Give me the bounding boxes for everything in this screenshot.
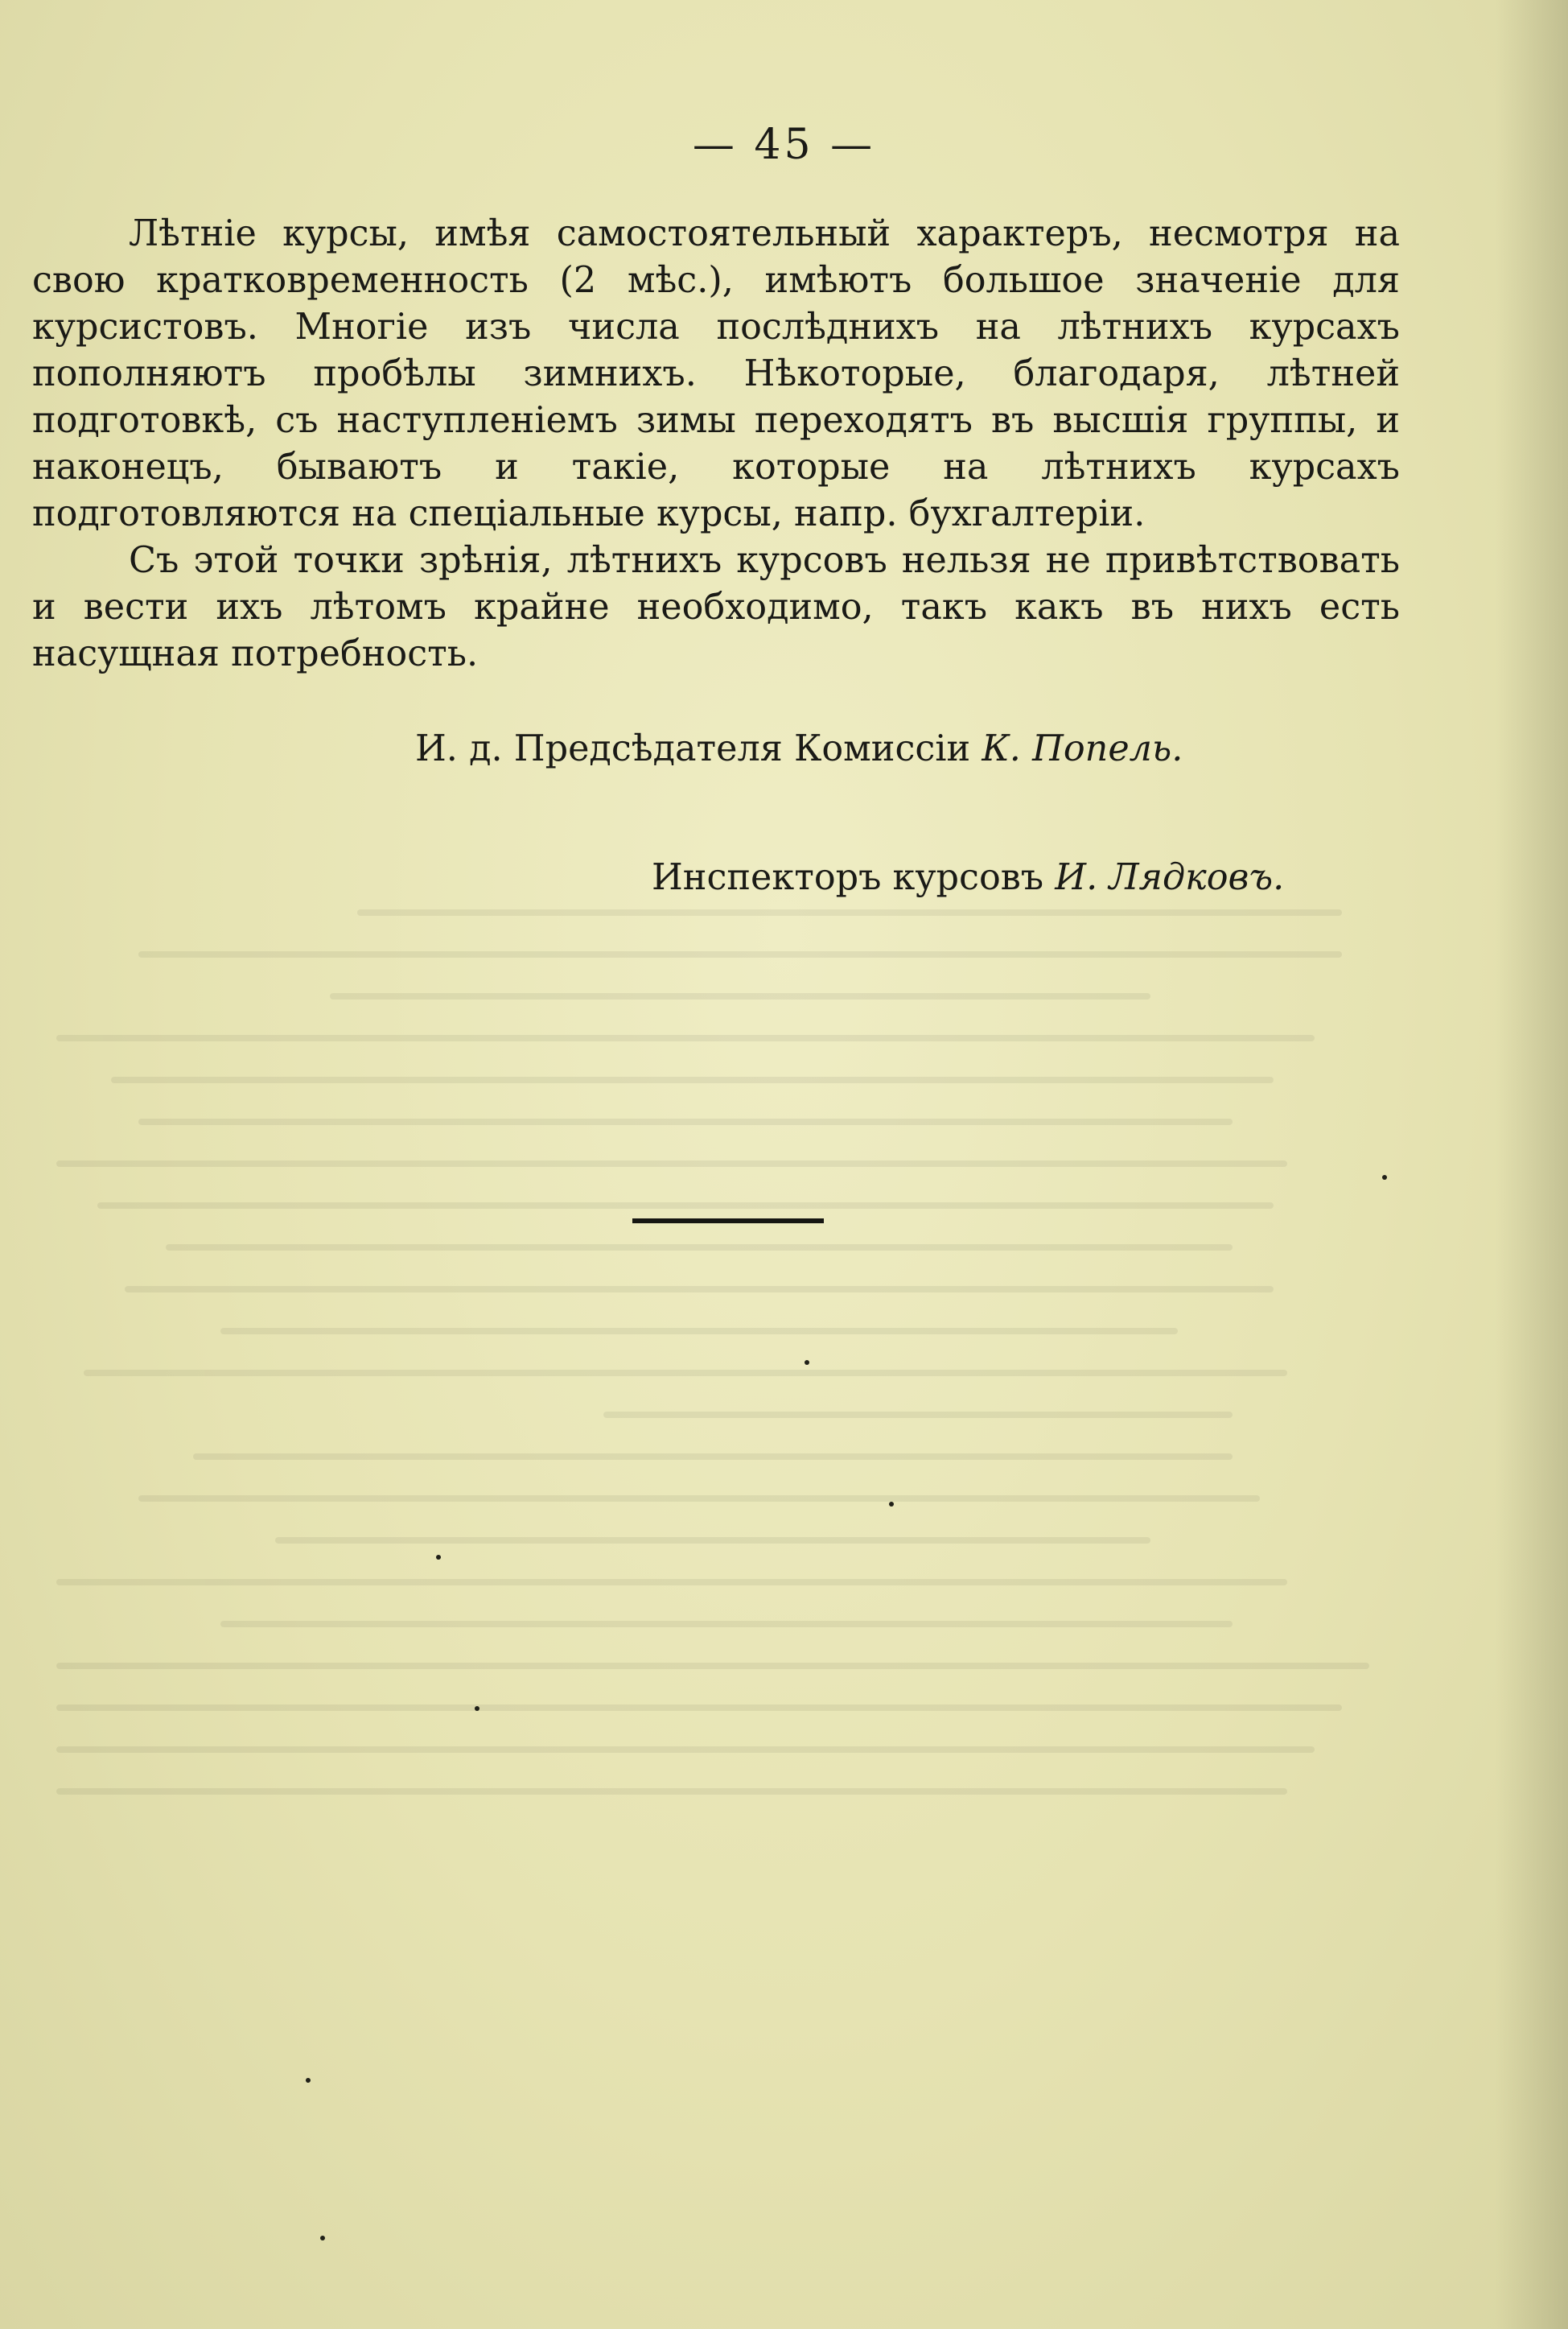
- paragraph-summer-courses: Лѣтніе курсы, имѣя самостоятельный характеръ, несмотря на свою кратковременность (2 мѣс.), имѣютъ большое значеніе для курсистовъ. Многіе изъ числа послѣднихъ на лѣтнихъ курсахъ пополняютъ пробѣлы зимнихъ. Нѣкоторые, благодаря, лѣтней подготовкѣ, съ наступленіемъ зимы переходятъ въ высшія группы, и наконецъ, бываютъ и такіе, которые на лѣтнихъ курсахъ подготовляются на спеціальные курсы, напр. бухгалтеріи.: [32, 213, 1400, 534]
- signature-inspector-title: Инспекторъ курсовъ: [652, 857, 1044, 898]
- paper-speck: [306, 2078, 311, 2083]
- paper-speck: [1382, 1175, 1387, 1180]
- signature-chairman-name: К. Попель.: [982, 728, 1183, 769]
- signature-chairman: [415, 728, 1183, 769]
- paragraph-conclusion: Съ этой точки зрѣнія, лѣтнихъ курсовъ нельзя не привѣтствовать и вести ихъ лѣтомъ крайне необходимо, такъ какъ въ нихъ есть насущная потребность.: [32, 540, 1400, 674]
- paper-speck: [805, 1360, 809, 1365]
- paper-speck: [436, 1555, 441, 1560]
- signature-inspector: [652, 857, 1284, 898]
- reverse-side-bleed-through: [56, 909, 1424, 2237]
- signature-chairman-title: И. д. Предсѣдателя Комиссіи: [415, 728, 971, 769]
- paper-speck: [889, 1502, 894, 1507]
- body-text: [32, 211, 1400, 678]
- signature-inspector-name: И. Лядковъ.: [1055, 857, 1285, 898]
- paper-speck: [320, 2236, 325, 2240]
- page-number: — 45 —: [692, 121, 876, 169]
- paper-speck: [475, 1706, 479, 1711]
